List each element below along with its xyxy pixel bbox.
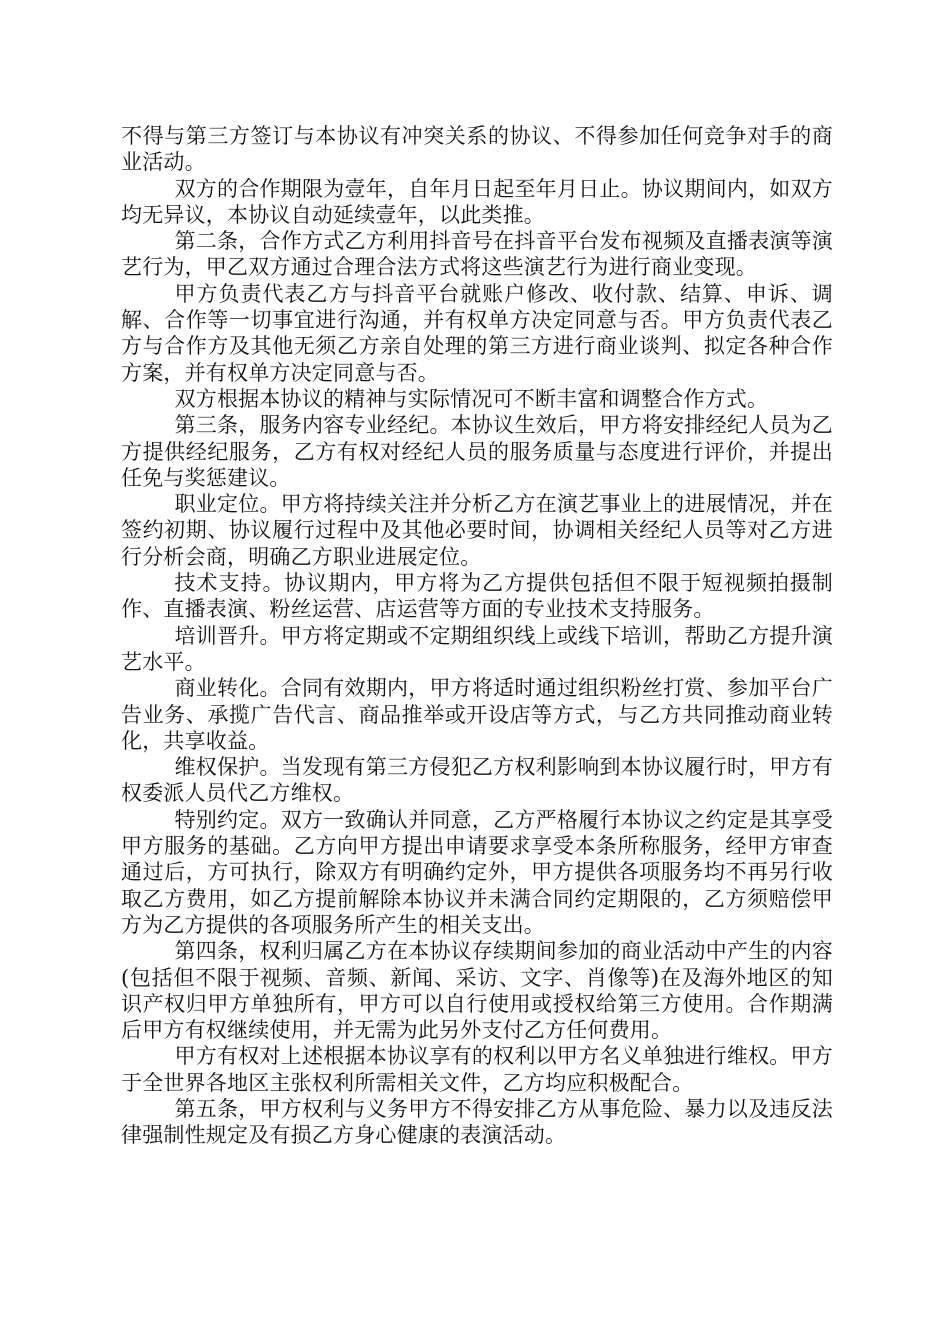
paragraph-article-3: 第三条，服务内容专业经纪。本协议生效后，甲方将安排经纪人员为乙方提供经纪服务，乙方有权对经纪人员的服务质量与态度进行评价，并提出任免与奖惩建议。 bbox=[121, 413, 833, 490]
paragraph-article-5: 第五条，甲方权利与义务甲方不得安排乙方从事危险、暴力以及违反法律强制性规定及有损乙方身心健康的表演活动。 bbox=[121, 1096, 833, 1148]
paragraph-rights-protection: 维权保护。当发现有第三方侵犯乙方权利影响到本协议履行时，甲方有权委派人员代乙方维权。 bbox=[121, 755, 833, 806]
paragraph-term: 双方的合作期限为壹年，自年月日起至年月日止。协议期间内，如双方均无异议，本协议自动延续壹年，以此类推。 bbox=[121, 176, 833, 227]
paragraph-training: 培训晋升。甲方将定期或不定期组织线上或线下培训，帮助乙方提升演艺水平。 bbox=[121, 623, 833, 674]
paragraph-special-agreement: 特别约定。双方一致确认并同意，乙方严格履行本协议之约定是其享受甲方服务的基础。乙方向甲方提出申请要求享受本条所称服务，经甲方审查通过后，方可执行，除双方有明确约定外，甲方提供各项服务均不再另行收取乙方费用，如乙方提前解除本协议并未满合同约定期限的，乙方须赔偿甲方为乙方提供的各项服务所产生的相关支出。 bbox=[121, 807, 833, 937]
paragraph-article-2: 第二条，合作方式乙方利用抖音号在抖音平台发布视频及直播表演等演艺行为，甲乙双方通过合理合法方式将这些演艺行为进行商业变现。 bbox=[121, 229, 833, 280]
paragraph-continuation: 不得与第三方签订与本协议有冲突关系的协议、不得参加任何竞争对手的商业活动。 bbox=[121, 124, 833, 175]
paragraph-party-a-duties: 甲方负责代表乙方与抖音平台就账户修改、收付款、结算、申诉、调解、合作等一切事宜进行沟通，并有权单方决定同意与否。甲方负责代表乙方与合作方及其他无须乙方亲自处理的第三方进行商业谈判、拟定各种合作方案，并有权单方决定同意与否。 bbox=[121, 281, 833, 385]
document-body bbox=[121, 123, 833, 1149]
paragraph-article-4: 第四条，权利归属乙方在本协议存续期间参加的商业活动中产生的内容(包括但不限于视频、音频、新闻、采访、文字、肖像等)在及海外地区的知识产权归甲方单独所有，甲方可以自行使用或授权给第三方使用。合作期满后甲方有权继续使用，并无需为此另外支付乙方任何费用。 bbox=[121, 939, 833, 1043]
paragraph-enforcement: 甲方有权对上述根据本协议享有的权利以甲方名义单独进行维权。甲方于全世界各地区主张权利所需相关文件，乙方均应积极配合。 bbox=[121, 1044, 833, 1095]
paragraph-adjust-cooperation: 双方根据本协议的精神与实际情况可不断丰富和调整合作方式。 bbox=[174, 386, 769, 411]
paragraph-commercial-conversion: 商业转化。合同有效期内，甲方将适时通过组织粉丝打赏、参加平台广告业务、承揽广告代言、商品推举或开设店等方式，与乙方共同推动商业转化，共享收益。 bbox=[121, 676, 833, 753]
paragraph-technical-support: 技术支持。协议期内，甲方将为乙方提供包括但不限于短视频拍摄制作、直播表演、粉丝运营、店运营等方面的专业技术支持服务。 bbox=[121, 571, 833, 622]
paragraph-career-positioning: 职业定位。甲方将持续关注并分析乙方在演艺事业上的进展情况，并在签约初期、协议履行过程中及其他必要时间，协调相关经纪人员等对乙方进行分析会商，明确乙方职业进展定位。 bbox=[121, 492, 833, 569]
